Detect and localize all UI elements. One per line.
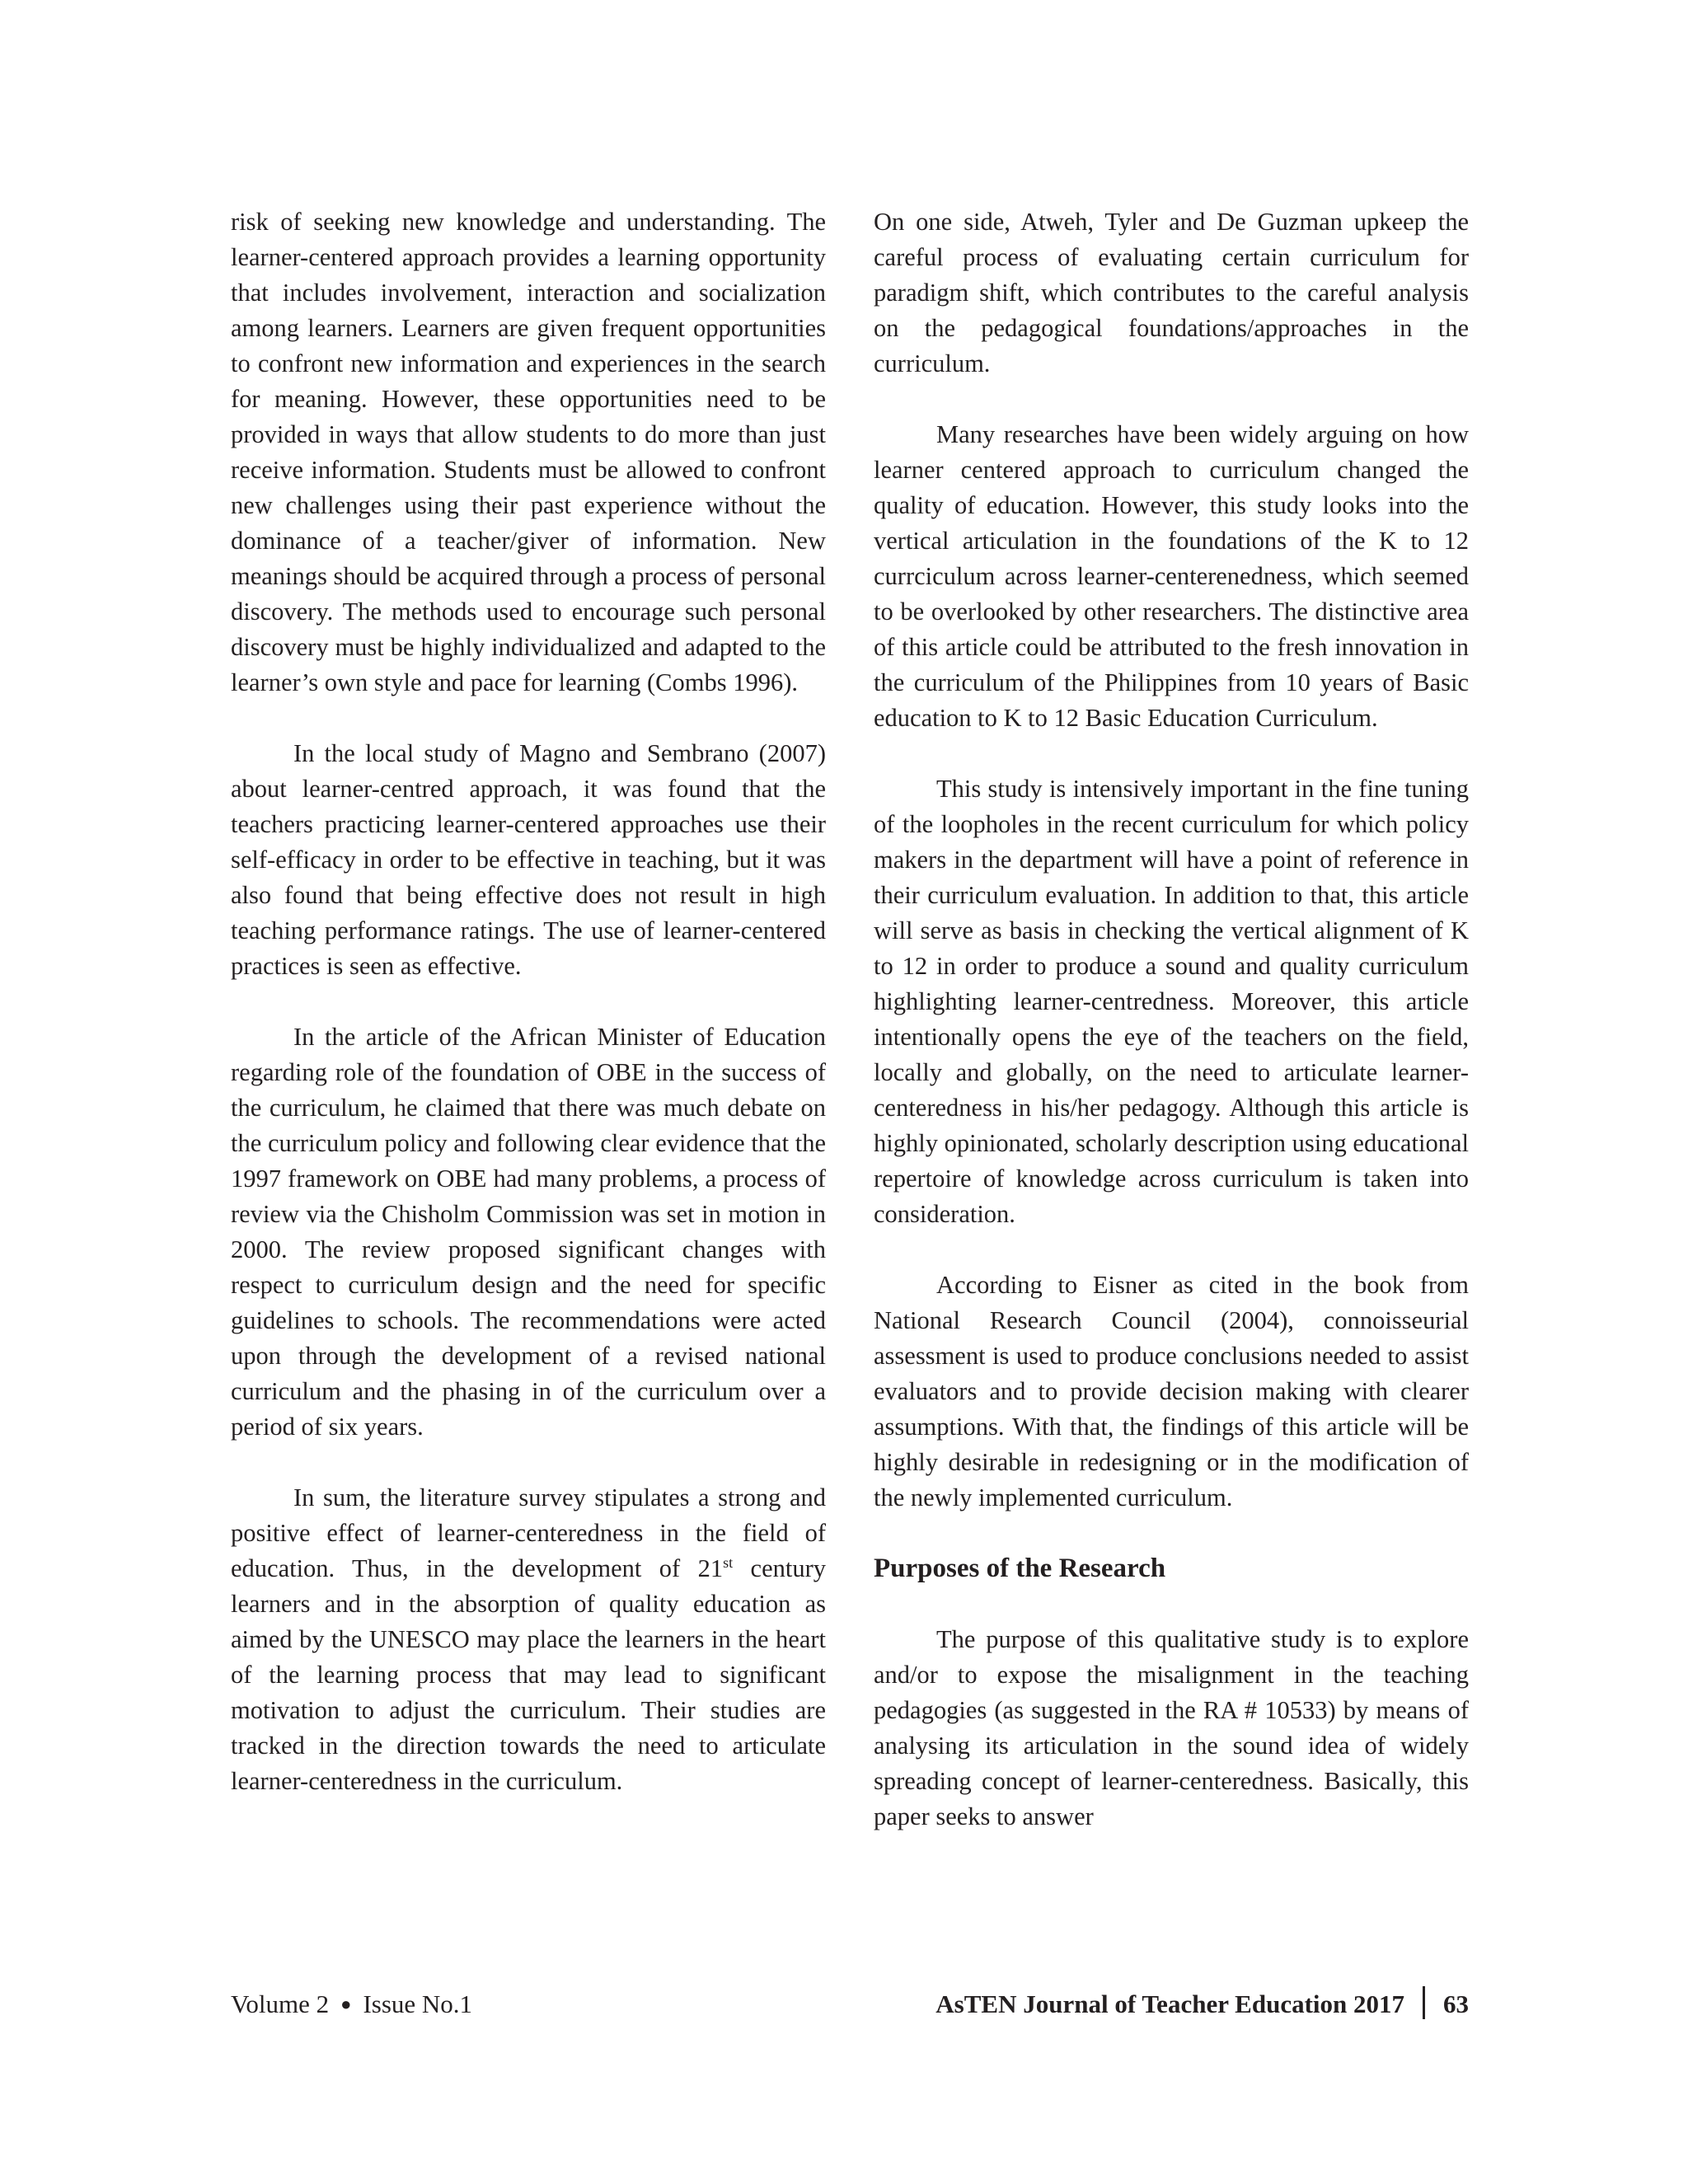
left-paragraph-3: In the article of the African Minister of Education regarding role of the foundation of OBE in the success of the curriculum, he claimed that there was much debate on the curriculum policy and following clear evidence that the 1997 framework on OBE had many problems, a process of review via the Chisholm Commission was set in motion in 2000. The review proposed significant changes with respect to curriculum design and the need for specific guidelines to schools. The recommendations were acted upon through the development of a revised national curriculum and the phasing in of the curriculum over a period of six years. <box>231 1023 826 1441</box>
left-paragraph-4 <box>231 1480 826 1799</box>
footer-volume: Volume 2 <box>231 1990 330 2018</box>
left-paragraph-4-start: In sum, the literature survey stipulates a strong and positive effect of learner-centeredness in the field of education. Thus, in the development of 21 <box>231 1483 826 1582</box>
right-paragraph-3: This study is intensively important in the fine tuning of the loopholes in the recent curriculum for which policy makers in the department will have a point of reference in their curriculum evaluation. In addition to that, this article will serve as basis in checking the vertical alignment of K to 12 in order to produce a sound and quality curriculum highlighting learner-centredness. Moreover, this article intentionally opens the eye of the teachers on the field, locally and globally, on the need to articulate learner-centeredness in his/her pedagogy. Although this article is highly opinionated, scholarly description using educational repertoire of knowledge across curriculum is taken into consideration. <box>874 775 1469 1228</box>
bullet-icon: ● <box>340 1994 352 2014</box>
footer-journal-title: AsTEN Journal of Teacher Education 2017 <box>935 1990 1404 2018</box>
footer-issue: Issue No.1 <box>363 1990 473 2018</box>
right-paragraph-2: Many researches have been widely arguing on how learner centered approach to curriculum changed the quality of education. However, this study looks into the vertical articulation in the foundations of the K to 12 currciculum across learner-centerenedness, which seemed to be overlooked by other researchers. The distinctive area of this article could be attributed to the fresh innovation in the curriculum of the Philippines from 10 years of Basic education to K to 12 Basic Education Curriculum. <box>874 420 1469 732</box>
right-paragraph-5: The purpose of this qualitative study is to explore and/or to expose the misalignment in the teaching pedagogies (as suggested in the RA # 10533) by means of analysing its articulation in the sound idea of widely spreading concept of learner-centeredness. Basically, this paper seeks to answer <box>874 1625 1469 1830</box>
left-column <box>231 204 826 1799</box>
right-paragraph-1: On one side, Atweh, Tyler and De Guzman upkeep the careful process of evaluating certain curriculum for paradigm shift, which contributes to the careful analysis on the pedagogical foundations/approaches in the curriculum. <box>874 208 1469 377</box>
right-paragraph-4: According to Eisner as cited in the book from National Research Council (2004), connoisseurial assessment is used to produce conclusions needed to assist evaluators and to provide decision making with clearer assumptions. With that, the findings of this article will be highly desirable in redesigning or in the modification of the newly implemented curriculum. <box>874 1271 1469 1511</box>
left-paragraph-1: risk of seeking new knowledge and understanding. The learner-centered approach provides a learning opportunity that includes involvement, interaction and socialization among learners. Learners are given frequent opportunities to confront new information and experiences in the search for meaning. However, these opportunities need to be provided in ways that allow students to do more than just receive information. Students must be allowed to confront new challenges using their past experience without the dominance of a teacher/giver of information. New meanings should be acquired through a process of personal discovery. The methods used to encourage such personal discovery must be highly individualized and adapted to the learner’s own style and pace for learning (Combs 1996). <box>231 208 826 696</box>
page-number: 63 <box>1443 1990 1469 2018</box>
footer-divider <box>1423 1986 1425 2019</box>
page-footer <box>231 1986 1469 2022</box>
ordinal-superscript: st <box>723 1554 734 1571</box>
footer-journal-info <box>935 1986 1469 2022</box>
footer-issue-info <box>231 1986 472 2022</box>
left-paragraph-4-end: century learners and in the absorption of quality education as aimed by the UNESCO may place the learners in the heart of the learning process that may lead to significant motivation to adjust the curriculum. Their studies are tracked in the direction towards the need to articulate learner-centeredness in the curriculum. <box>231 1554 826 1795</box>
section-heading: Purposes of the Research <box>874 1554 1166 1583</box>
right-column <box>874 204 1469 1835</box>
left-paragraph-2: In the local study of Magno and Sembrano (2007) about learner-centred approach, it was found that the teachers practicing learner-centered approaches use their self-efficacy in order to be effective in teaching, but it was also found that being effective does not result in high teaching performance ratings. The use of learner-centered practices is seen as effective. <box>231 739 826 980</box>
